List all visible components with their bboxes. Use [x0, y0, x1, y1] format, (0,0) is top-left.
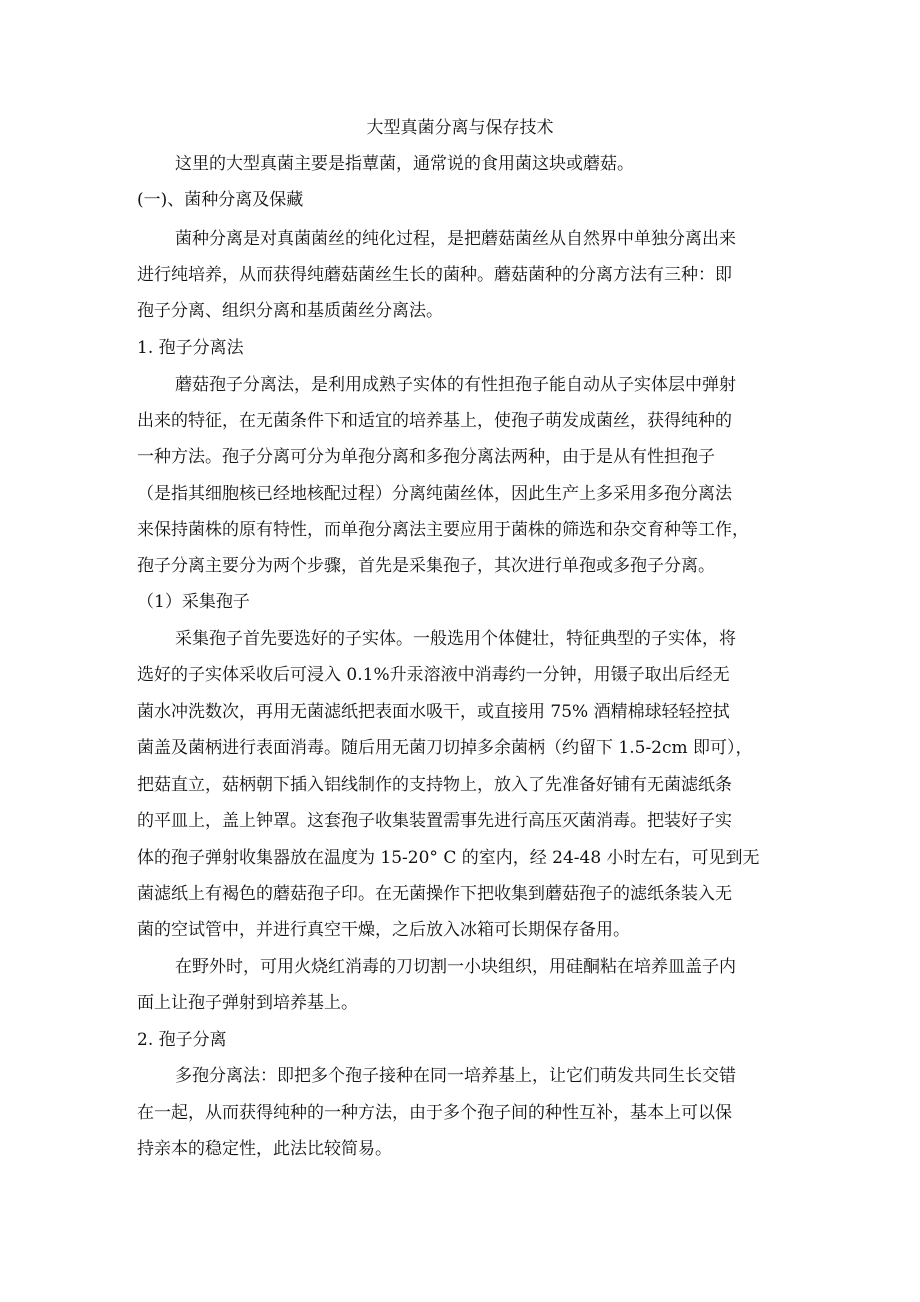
- paragraph-line: 持亲本的稳定性，此法比较简易。: [137, 1139, 392, 1159]
- paragraph-line: 菌的空试管中，并进行真空干燥，之后放入冰箱可长期保存备用。: [137, 920, 630, 940]
- paragraph-line: 面上让孢子弹射到培养基上。: [137, 993, 358, 1013]
- paragraph-line: 孢子分离、组织分离和基质菌丝分离法。: [137, 301, 443, 321]
- paragraph-line: 一种方法。孢子分离可分为单孢分离和多孢分离法两种，由于是从有性担孢子: [137, 447, 715, 467]
- paragraph-line: 菌水冲洗数次，再用无菌滤纸把表面水吸干，或直接用 75% 酒精棉球轻轻控拭: [137, 702, 730, 722]
- paragraph-line: 选好的子实体采收后可浸入 0.1%升汞溶液中消毒约一分钟，用镊子取出后经无: [137, 665, 730, 685]
- subsection-heading: 2. 孢子分离: [137, 1030, 227, 1050]
- paragraph-line: 菌种分离是对真菌菌丝的纯化过程，是把蘑菇菌丝从自然界中单独分离出来: [175, 229, 736, 249]
- paragraph-line: 在野外时，可用火烧红消毒的刀切割一小块组织，用硅酮粘在培养皿盖子内: [175, 957, 736, 977]
- paragraph-line: 在一起，从而获得纯种的一种方法，由于多个孢子间的种性互补，基本上可以保: [137, 1103, 732, 1123]
- paragraph-line: （是指其细胞核已经地核配过程）分离纯菌丝体，因此生产上多采用多孢分离法: [137, 484, 732, 504]
- paragraph-line: 来保持菌株的原有特性，而单孢分离法主要应用于菌株的筛选和杂交育种等工作，: [137, 520, 749, 540]
- subsection-heading: （1）采集孢子: [137, 592, 250, 612]
- subsection-heading: 1. 孢子分离法: [137, 338, 244, 358]
- paragraph-line: 的平皿上，盖上钟罩。这套孢子收集装置需事先进行高压灭菌消毒。把装好子实: [137, 811, 732, 831]
- paragraph-line: 出来的特征，在无菌条件下和适宜的培养基上，使孢子萌发成菌丝，获得纯种的: [137, 411, 732, 431]
- paragraph-line: 采集孢子首先要选好的子实体。一般选用个体健壮，特征典型的子实体，将: [175, 629, 736, 649]
- intro-line: 这里的大型真菌主要是指蕈菌，通常说的食用菌这块或蘑菇。: [175, 154, 634, 174]
- paragraph-line: 把菇直立，菇柄朝下插入铝线制作的支持物上，放入了先准备好铺有无菌滤纸条: [137, 775, 732, 795]
- section-heading: (一)、菌种分离及保藏: [137, 190, 304, 210]
- document-title: 大型真菌分离与保存技术: [366, 118, 554, 138]
- paragraph-line: 菌盖及菌柄进行表面消毒。随后用无菌刀切掉多余菌柄（约留下 1.5-2cm 即可），: [137, 738, 753, 758]
- paragraph-line: 蘑菇孢子分离法，是利用成熟子实体的有性担孢子能自动从子实体层中弹射: [175, 375, 736, 395]
- paragraph-line: 体的孢子弹射收集器放在温度为 15-20° C 的室内，经 24-48 小时左右，可见到无: [137, 848, 760, 868]
- paragraph-line: 多孢分离法：即把多个孢子接种在同一培养基上，让它们萌发共同生长交错: [175, 1066, 736, 1086]
- paragraph-line: 进行纯培养，从而获得纯蘑菇菌丝生长的菌种。蘑菇菌种的分离方法有三种：即: [137, 265, 732, 285]
- paragraph-line: 菌滤纸上有褐色的蘑菇孢子印。在无菌操作下把收集到蘑菇孢子的滤纸条装入无: [137, 884, 732, 904]
- paragraph-line: 孢子分离主要分为两个步骤，首先是采集孢子，其次进行单孢或多孢子分离。: [137, 556, 715, 576]
